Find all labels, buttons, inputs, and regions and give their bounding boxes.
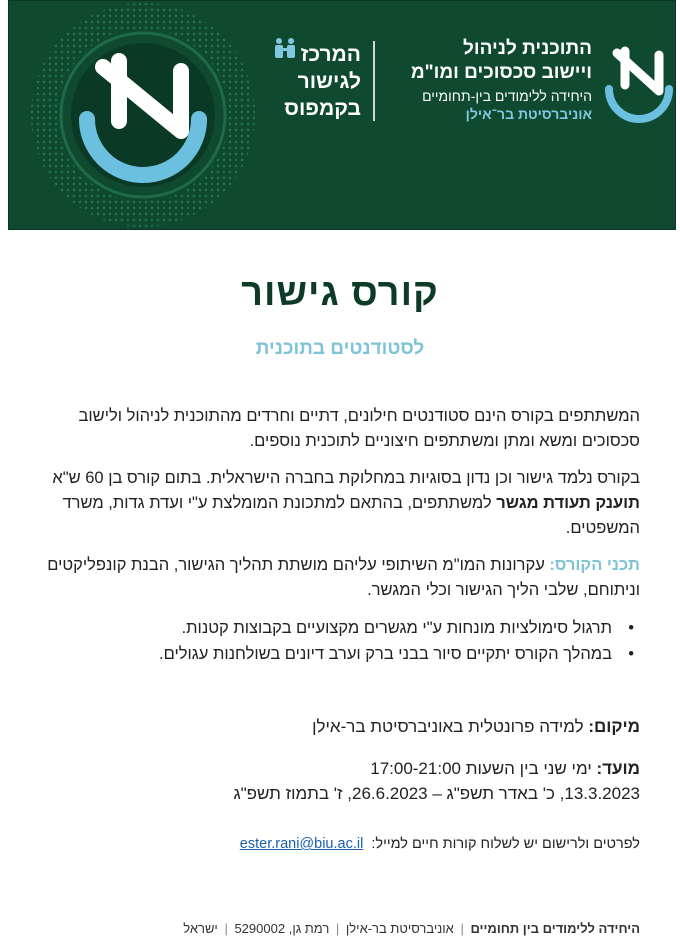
center-name-line: לגישור: [297, 70, 361, 93]
contact-email-link[interactable]: ester.rani@biu.ac.il: [239, 836, 364, 852]
footer: [40, 921, 640, 936]
program-name: [387, 37, 592, 123]
schedule-info: [40, 756, 640, 806]
center-name-line: בקמפוס: [284, 97, 361, 120]
course-desc-text: למשתתפים, בהתאם למתכונת המומלצת ע"י ועדת גדות, משרד המשפטים.: [62, 494, 640, 537]
program-title-line: התוכנית לניהול: [462, 38, 592, 59]
schedule-dates: 13.3.2023, כ' באדר תשפ"ג – 26.6.2023, ז' בתמוז תשפ"ג: [233, 784, 640, 803]
contact-info: [40, 836, 640, 852]
footer-city: רמת גן,: [288, 921, 330, 936]
location-value: למידה פרונטלית באוניברסיטת בר-אילן: [312, 717, 589, 736]
footer-country: ישראל: [183, 921, 218, 936]
course-contents: [40, 553, 640, 603]
program-title-line: ויישוב סכסוכים ומו"מ: [410, 62, 592, 83]
schedule-value: ימי שני בין השעות 17:00-21:00: [370, 759, 597, 778]
bullet-list: [40, 615, 640, 667]
course-content: [40, 404, 640, 667]
program-university: אוניברסיטת בר־אילן: [465, 106, 592, 122]
logo-icon: [601, 39, 676, 123]
page-subtitle: לסטודנטים בתוכנית: [255, 338, 425, 359]
contact-text: לפרטים ולרישום יש לשלוח קורות חיים למייל:: [371, 836, 640, 852]
footer-separator: |: [224, 921, 228, 936]
logo-icon: [29, 1, 259, 229]
list-item: • במהלך הקורס יתקיים סיור בבני ברק וערב דיונים בשולחנות עגולים.: [40, 641, 640, 667]
schedule-label: מועד:: [596, 759, 640, 778]
header-banner: [8, 0, 676, 230]
list-item: • תרגול סימולציות מונחות ע"י מגשרים מקצועיים בקבוצות קטנות.: [40, 615, 640, 641]
banner-divider: [373, 41, 375, 121]
course-contents-text: עקרונות המו"מ השיתופי עליהם מושתת תהליך הגישור, הבנת קונפליקטים וניתוחם, שלבי הליך הגישור וכלי המגשר.: [47, 556, 640, 599]
certificate-highlight: תוענק תעודת מגשר: [496, 494, 640, 512]
intro-paragraph: המשתתפים בקורס הינם סטודנטים חילונים, דתיים וחרדים מהתוכנית לניהול ולישוב סכסוכים ומשא ומתן ומשתתפים חיצוניים לתוכנית נוספים.: [78, 407, 640, 450]
footer-separator: |: [335, 921, 340, 936]
program-unit: היחידה ללימודים בין-תחומיים: [422, 88, 592, 104]
course-contents-label: תכני הקורס:: [549, 556, 640, 574]
footer-unit: היחידה ללימודים בין תחומיים: [470, 921, 640, 936]
location-info: [40, 714, 640, 739]
center-name-line: המרכז: [300, 43, 361, 66]
course-description: [40, 466, 640, 541]
location-label: מיקום:: [588, 717, 640, 736]
people-icon: [273, 37, 297, 59]
footer-separator: |: [460, 921, 464, 936]
footer-university: אוניברסיטת בר-אילן: [345, 921, 454, 936]
campus-center-name: [271, 41, 361, 122]
footer-zip: 5290002: [234, 921, 286, 936]
course-desc-text: בקורס נלמד גישור וכן נדון בסוגיות במחלוקת בחברה הישראלית. בתום קורס בן 60 ש"א: [52, 469, 640, 487]
page-title: קורס גישור: [241, 272, 439, 314]
